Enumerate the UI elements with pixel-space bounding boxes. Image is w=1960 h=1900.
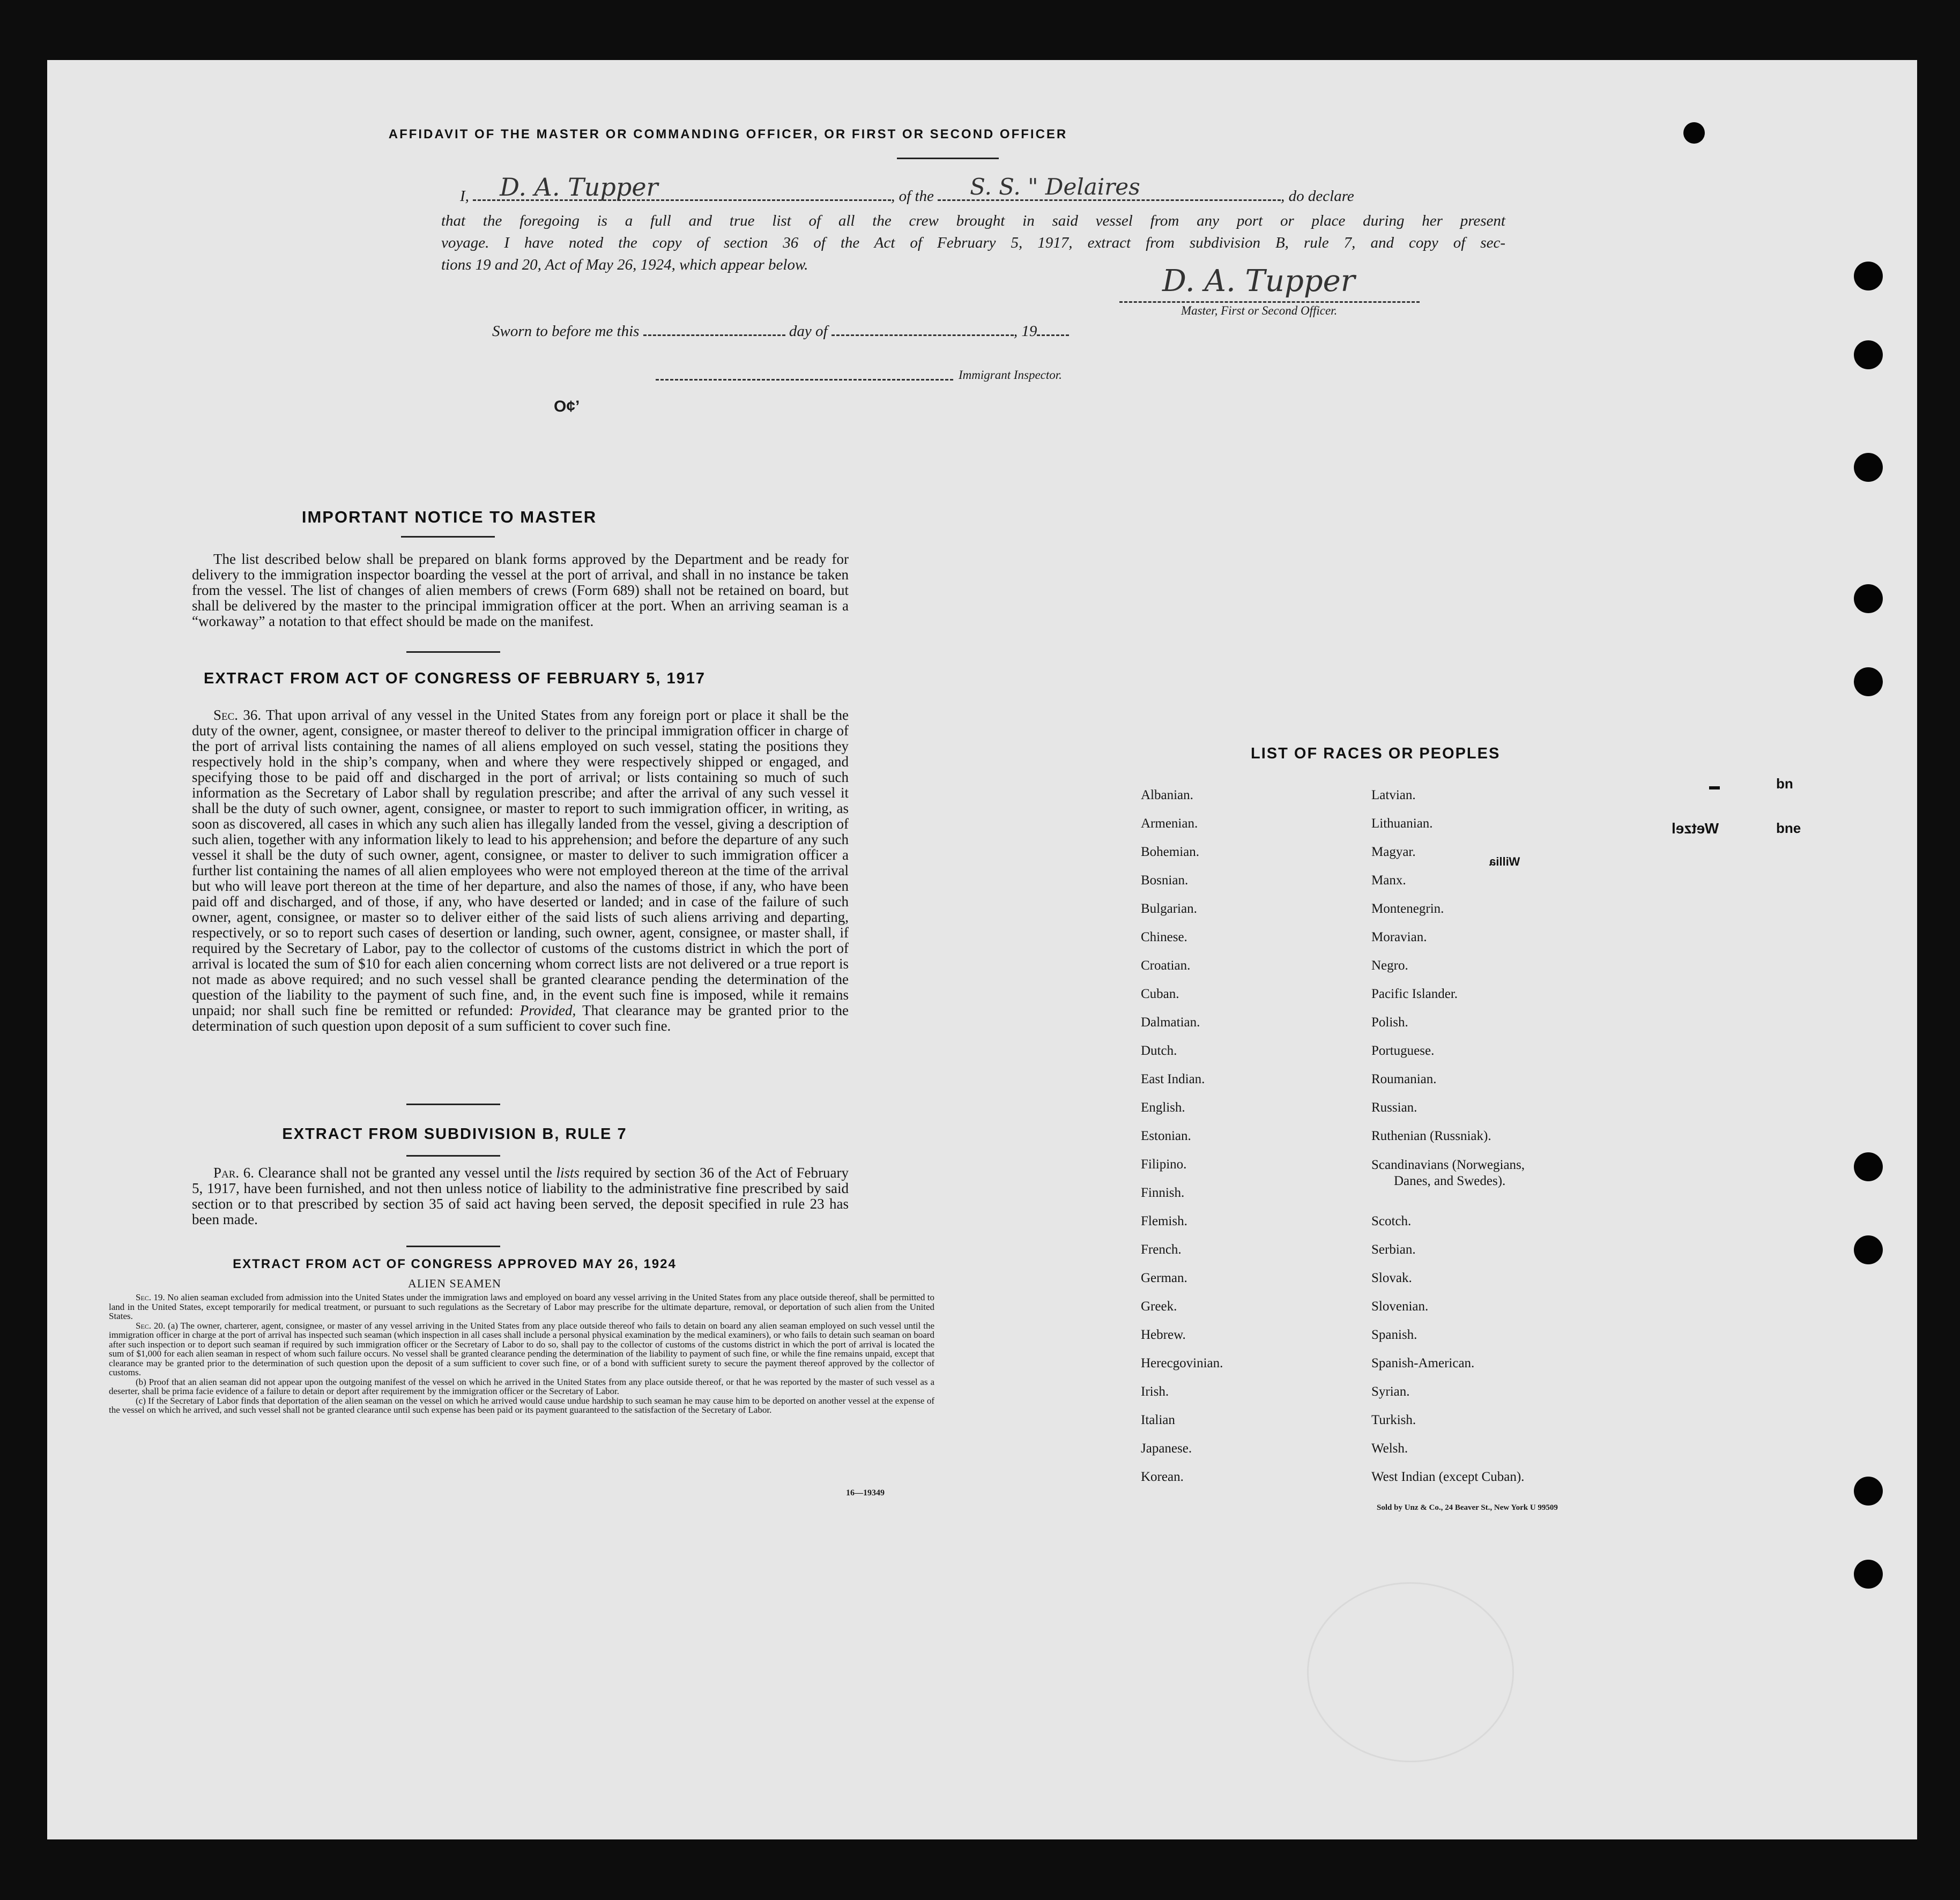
affidavit-title: AFFIDAVIT OF THE MASTER OR COMMANDING OFFICER, OR FIRST OR SECOND OFFICER (388, 127, 1068, 141)
punch-hole (1854, 340, 1883, 369)
punch-hole (1854, 453, 1883, 482)
inspector-signature-line (656, 374, 953, 381)
race-item: German. (1141, 1271, 1187, 1285)
sworn-year-field (1037, 334, 1069, 336)
race-item: English. (1141, 1100, 1185, 1115)
race-item: Slovak. (1371, 1271, 1412, 1285)
stray-mark: O¢’ (554, 398, 580, 415)
race-item-continuation: Danes, and Swedes). (1394, 1174, 1506, 1188)
declarant-name: D. A. Tupper (500, 173, 658, 202)
race-item: West Indian (except Cuban). (1371, 1470, 1525, 1484)
race-item: Portuguese. (1371, 1044, 1435, 1058)
extract-1917-rule (406, 1104, 500, 1105)
punch-hole (1854, 262, 1883, 290)
race-item: Dutch. (1141, 1044, 1177, 1058)
punch-hole (1683, 122, 1705, 144)
races-title: LIST OF RACES OR PEOPLES (1251, 745, 1501, 762)
declaration-line-1: that the foregoing is a full and true list of all the crew brought in said vessel from any port or place during her present (441, 212, 1505, 229)
race-item: Magyar. (1371, 845, 1416, 859)
race-item: Korean. (1141, 1470, 1184, 1484)
rule-7-body (192, 1165, 849, 1227)
race-item: Negro. (1371, 958, 1408, 973)
race-item: Cuban. (1141, 987, 1179, 1001)
inspector-caption: Immigrant Inspector. (959, 368, 1062, 382)
sec-19-paragraph (109, 1293, 934, 1321)
race-item: Japanese. (1141, 1441, 1192, 1456)
sec-20b-paragraph: (b) Proof that an alien seaman did not appear upon the outgoing manifest of the vessel on which he arrived in the United States from any place outside thereof, or that he was reported by the master of such vessel as a deserter, shall be prima facie evidence of a failure to detain or deport after requirement by the immigration officer or the Secretary of Labor. (109, 1376, 934, 1396)
race-item: Turkish. (1371, 1413, 1416, 1427)
do-declare-label: , do declare (1281, 188, 1354, 205)
sec-36-text-end: That clearance may be granted prior to the determination of such question upon deposit of a sum sufficient to cover such fine. (192, 1002, 849, 1034)
notice-title: IMPORTANT NOTICE TO MASTER (301, 508, 597, 526)
form-number: 16—19349 (846, 1488, 885, 1497)
race-item: Roumanian. (1371, 1072, 1437, 1086)
race-item: Herecgovinian. (1141, 1356, 1223, 1370)
race-item: Syrian. (1371, 1384, 1410, 1399)
sworn-month-field (831, 334, 1014, 336)
notice-end-rule (406, 651, 500, 653)
races-column-1 (1141, 788, 1355, 1498)
punch-hole (1854, 667, 1883, 696)
extract-1924-body (109, 1293, 934, 1415)
sworn-line (492, 323, 1069, 340)
race-item: Ruthenian (Russniak). (1371, 1129, 1491, 1143)
race-item: Scandinavians (Norwegians, (1371, 1158, 1525, 1172)
bleed-mark: Willia (1489, 855, 1520, 868)
race-item: Greek. (1141, 1299, 1177, 1314)
sec-36-label: Sec. 36. (213, 707, 262, 723)
title-rule (897, 158, 999, 159)
race-item: Hebrew. (1141, 1328, 1186, 1342)
race-item: Russian. (1371, 1100, 1417, 1115)
sec-19-text: No alien seaman excluded from admission into the United States under the immigration laws and employed on board any vessel arriving in the United States from any place outside thereof, shall be permitted to land in the United States, except temporarily for medical treatment, or pursuant to such regulations as the Secretary of Labor may prescribe for the ultimate departure, removal, or deportation of such alien from the United States. (109, 1292, 934, 1321)
bleed-mark: bn (1776, 776, 1793, 792)
race-item: Lithuanian. (1371, 816, 1433, 831)
race-item: Estonian. (1141, 1129, 1191, 1143)
race-item: Armenian. (1141, 816, 1198, 831)
sec-20a-paragraph (109, 1321, 934, 1377)
notice-rule (401, 536, 495, 538)
race-item: East Indian. (1141, 1072, 1205, 1086)
par-6-text-a: Clearance shall not be granted any vessel until the (258, 1165, 552, 1181)
race-item: Finnish. (1141, 1186, 1185, 1200)
document-sheet (47, 60, 1917, 1839)
day-of-label: day of (789, 323, 828, 340)
sec-19-label: Sec. 19. (136, 1292, 165, 1302)
race-item: Montenegrin. (1371, 901, 1444, 916)
race-item: Flemish. (1141, 1214, 1187, 1228)
race-item: Dalmatian. (1141, 1015, 1200, 1030)
rule-7-title-rule (406, 1155, 500, 1157)
provided-label: Provided, (519, 1002, 576, 1018)
sec-20c-paragraph: (c) If the Secretary of Labor finds that deportation of the alien seaman on the vessel on which he arrived would cause undue hardship to such seaman he may cause him to be deported on another vessel at the expense of the vessel on which he arrived, and such vessel shall not be granted clearance until such expense has been paid or its payment guaranteed to the satisfaction of the Secretary of Labor. (109, 1395, 934, 1415)
par-6-text-b: required by section 36 of the Act of February 5, 1917, have been furnished, and not then unless notice of liability to the administrative fine prescribed by said section or to that prescribed by section 35 of said act having been served, the deposit specified in rule 23 has been made. (192, 1165, 849, 1227)
signature-caption: Master, First or Second Officer. (1181, 304, 1338, 317)
embossed-seal (1307, 1582, 1514, 1762)
extract-1924-title: EXTRACT FROM ACT OF CONGRESS APPROVED MAY 26, 1924 (233, 1257, 677, 1271)
declaration-line (460, 173, 1532, 205)
punch-hole (1854, 1235, 1883, 1264)
race-item: Bulgarian. (1141, 901, 1197, 916)
race-item: Albanian. (1141, 788, 1193, 802)
race-item: Filipino. (1141, 1157, 1187, 1172)
rule-7-title: EXTRACT FROM SUBDIVISION B, RULE 7 (282, 1126, 627, 1143)
extract-1917-title: EXTRACT FROM ACT OF CONGRESS OF FEBRUARY 5, 1917 (203, 670, 706, 687)
vessel-name: S. S. " Delaires (970, 174, 1140, 200)
i-label: I, (460, 188, 469, 205)
declaration-line-2: voyage. I have noted the copy of section 36 of the Act of February 5, 1917, extract from subdivision B, rule 7, and copy of sec- (441, 234, 1505, 251)
race-item: Chinese. (1141, 930, 1187, 944)
lists-word: lists (556, 1165, 580, 1181)
race-item: Serbian. (1371, 1242, 1416, 1257)
printer-credit: Sold by Unz & Co., 24 Beaver St., New York U 99509 (1377, 1503, 1558, 1512)
race-item: Italian (1141, 1413, 1175, 1427)
race-item: Moravian. (1371, 930, 1427, 944)
sworn-label: Sworn to before me this (492, 323, 640, 340)
declarant-name-field (473, 173, 891, 202)
punch-hole (1854, 584, 1883, 613)
race-item: Manx. (1371, 873, 1406, 888)
declaration-line-3: tions 19 and 20, Act of May 26, 1924, which appear below. (441, 256, 808, 273)
year-prefix: , 19 (1013, 323, 1037, 340)
notice-body: The list described below shall be prepared on blank forms approved by the Department and be ready for delivery to the immigration inspector boarding the vessel at the port of arrival, and shall in no instance be taken from the vessel. The list of changes of alien members of crews (Form 689) shall not be retained on board, but shall be delivered by the master to the principal immigration officer at the port. When an arriving seaman is a “workaway” a notation to that effect should be made on the manifest. (192, 551, 849, 629)
vessel-name-field (938, 174, 1281, 201)
master-signature: D. A. Tupper (1162, 264, 1355, 299)
sec-20-label: Sec. 20. (136, 1320, 166, 1331)
races-column-2 (1371, 788, 1639, 1498)
race-item-scandinavians (1371, 1157, 1639, 1214)
bleed-dash (1709, 786, 1720, 789)
race-item: Polish. (1371, 1015, 1408, 1030)
sec-36-text: That upon arrival of any vessel in the United States from any foreign port or place it shall be the duty of the owner, agent, consignee, or master thereof to deliver to the principal immigration officer in charge of the port of arrival lists containing the names of all aliens employed on such vessel, stating the positions they respectively hold in the ship’s company, when and where they were respectively shipped or engaged, and specifying those to be paid off and discharged in the port of arrival; or lists containing so much of such information as the Secretary of Labor shall by regulation prescribe; and after the arrival of any such vessel it shall be the duty of such owner, agent, consignee, or master to report to such immigration officer, in writing, as soon as discovered, all cases in which any such alien has illegally landed from the vessel, giving a description of such alien, together with any information likely to lead to his apprehension; and before the departure of any such vessel it shall be the duty of such owner, agent, consignee, or master to deliver to such immigration officer a further list containing the names of all alien employees who were not employed thereon at the time of the arrival but who will leave port thereon at the time of her departure, and also the names of those, if any, who have been paid off and discharged, and of those, if any, who have deserted or landed; and in case of the failure of such owner, agent, consignee, or master so to deliver either of the said lists of such aliens arriving and departing, respectively, or so to report such cases of desertion or landing, such owner, agent, consignee, or master shall, if required by the Secretary of Labor, pay to the collector of customs of the customs district in which the port of arrival is located the sum of $10 for each alien concerning whom correct lists are not delivered or a true report is not made as above required; and no such vessel shall be granted clearance pending the determination of the question of the liability to the payment of such fine, and, in the event such fine is imposed, while it remains unpaid; nor shall such fine be remitted or refunded: (192, 707, 849, 1018)
race-item: Irish. (1141, 1384, 1169, 1399)
punch-hole (1854, 1152, 1883, 1181)
par-6-label: Par. 6. (213, 1165, 255, 1181)
race-item: Spanish. (1371, 1328, 1417, 1342)
sec-20a-text: (a) The owner, charterer, agent, consignee, or master of any vessel arriving in the United States from any place outside thereof who fails to detain on board any alien seaman employed on such vessel until the immigration officer in charge at the port of arrival has inspected such seaman (which inspection in all cases shall include a personal physical examination by the medical examiners), or who fails to detain such seaman on board after such inspection or to deport such seaman if required by such immigration officer or the Secretary of Labor to do so, shall pay to the collector of customs of the customs district in which the port of arrival is located the sum of $1,000 for each alien seaman in respect of whom such failure occurs. No vessel shall be granted clearance pending the determination of the liability to payment of such fine, or while the fine remains unpaid, except that clearance may be granted prior to the determination of such question upon the deposit of a sum sufficient to cover such fine, or of a bond with sufficient surety to secure the payment thereof approved by the collector of customs. (109, 1320, 934, 1377)
race-item: Welsh. (1371, 1441, 1408, 1456)
race-item: Spanish-American. (1371, 1356, 1475, 1370)
bleed-mark: bne (1776, 820, 1801, 836)
race-item: Bohemian. (1141, 845, 1200, 859)
race-item: French. (1141, 1242, 1182, 1257)
race-item: Scotch. (1371, 1214, 1412, 1228)
of-the-label: , of the (891, 188, 934, 205)
race-item: Latvian. (1371, 788, 1416, 802)
race-item: Bosnian. (1141, 873, 1189, 888)
sworn-day-field (643, 334, 785, 336)
race-item: Slovenian. (1371, 1299, 1429, 1314)
extract-1917-body (192, 707, 849, 1034)
extract-1924-subtitle: ALIEN SEAMEN (408, 1277, 501, 1290)
race-item: Croatian. (1141, 958, 1191, 973)
punch-hole (1854, 1560, 1883, 1589)
race-item: Pacific Islander. (1371, 987, 1458, 1001)
bleed-mark: Wetzel (1672, 820, 1719, 837)
punch-hole (1854, 1477, 1883, 1506)
signature-line (1119, 264, 1420, 303)
rule-7-end-rule (406, 1246, 500, 1247)
